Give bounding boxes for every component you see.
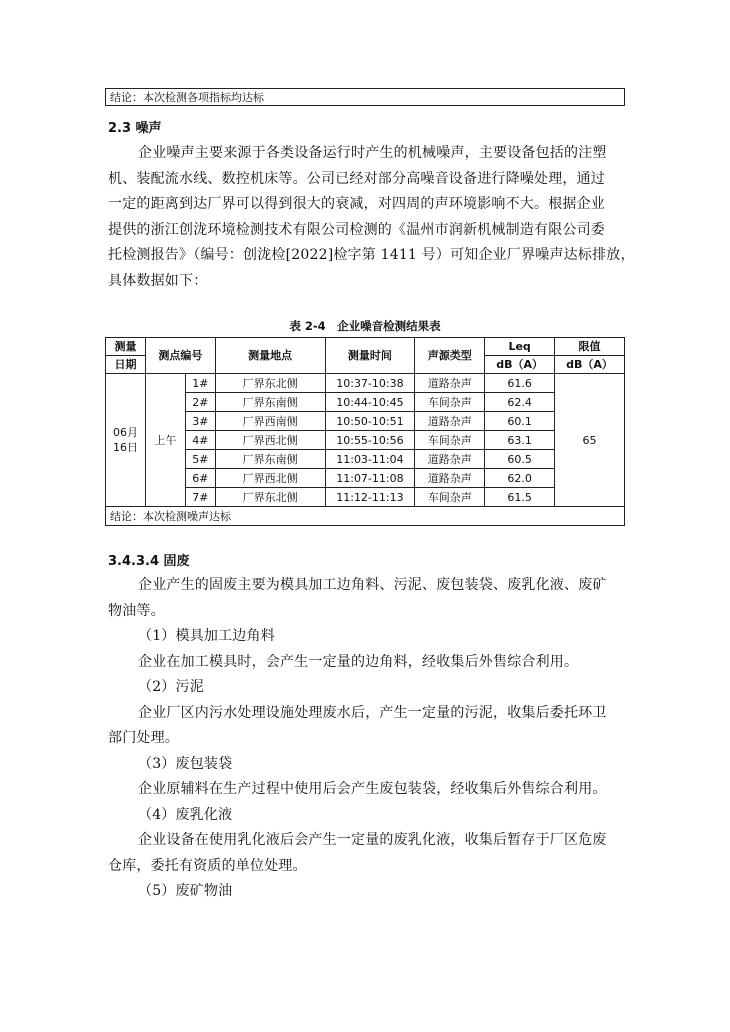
header-point-no: 测点编号 — [145, 338, 215, 374]
cell-time: 10:37-10:38 — [325, 374, 415, 393]
header-source: 声源类型 — [415, 338, 485, 374]
cell-point-no: 3# — [185, 412, 215, 431]
paragraph-line: 企业产生的固废主要为模具加工边角料、污泥、废包装袋、废乳化液、废矿 — [138, 577, 607, 593]
cell-source: 道路杂声 — [415, 469, 485, 488]
paragraph-line: 一定的距离到达厂界可以得到很大的衰减，对四周的声环境影响不大。根据企业 — [108, 196, 605, 212]
table-conclusion: 结论：本次检测噪声达标 — [106, 507, 625, 526]
cell-point-no: 5# — [185, 450, 215, 469]
noise-paragraph — [108, 141, 635, 294]
cell-point-no: 6# — [185, 469, 215, 488]
item-title: （2）污泥 — [138, 679, 204, 695]
paragraph-line: 部门处理。 — [108, 730, 179, 746]
cell-location: 厂界东南侧 — [215, 393, 325, 412]
table-row — [106, 374, 625, 393]
noise-results-table — [105, 337, 625, 526]
paragraph-line: 托检测报告》（编号：创泷检[2022]检字第 1411 号）可知企业厂界噪声达标排放， — [108, 247, 635, 263]
cell-source: 道路杂声 — [415, 374, 485, 393]
cell-time: 11:12-11:13 — [325, 488, 415, 507]
header-location: 测量地点 — [215, 338, 325, 374]
paragraph-line: 机、装配流水线、数控机床等。公司已经对部分高噪音设备进行降噪处理，通过 — [108, 170, 605, 187]
cell-location: 厂界东南侧 — [215, 450, 325, 469]
header-date: 测量 — [106, 338, 146, 356]
header-limit: 限值 — [555, 338, 625, 356]
cell-time: 10:50-10:51 — [325, 412, 415, 431]
cell-time: 11:03-11:04 — [325, 450, 415, 469]
cell-location: 厂界西南侧 — [215, 412, 325, 431]
cell-location: 厂界西北侧 — [215, 431, 325, 450]
paragraph-line: 仓库，委托有资质的单位处理。 — [108, 857, 307, 874]
cell-source: 道路杂声 — [415, 412, 485, 431]
header-leq: Leq — [485, 338, 555, 356]
cell-leq: 60.1 — [485, 412, 555, 431]
cell-location: 厂界东北侧 — [215, 488, 325, 507]
cell-source: 车间杂声 — [415, 431, 485, 450]
item-title: （1）模具加工边角料 — [138, 628, 275, 644]
cell-source: 道路杂声 — [415, 450, 485, 469]
cell-leq: 61.6 — [485, 374, 555, 393]
paragraph-line: 企业厂区内污水处理设施处理废水后，产生一定量的污泥，收集后委托环卫 — [138, 704, 607, 721]
paragraph-line: 企业在加工模具时，会产生一定量的边角料，经收集后外售综合利用。 — [138, 653, 579, 670]
cell-leq: 62.0 — [485, 469, 555, 488]
item-title: （3）废包装袋 — [138, 755, 233, 772]
table-caption: 表 2-4 企业噪音检测结果表 — [289, 319, 441, 333]
cell-point-no: 7# — [185, 488, 215, 507]
paragraph-line: 物油等。 — [108, 602, 165, 619]
cell-point-no: 4# — [185, 431, 215, 450]
cell-source: 车间杂声 — [415, 488, 485, 507]
header-time: 测量时间 — [325, 338, 415, 374]
cell-leq: 62.4 — [485, 393, 555, 412]
cell-location: 厂界西北侧 — [215, 469, 325, 488]
cell-point-no: 2# — [185, 393, 215, 412]
cell-leq: 60.5 — [485, 450, 555, 469]
cell-leq: 61.5 — [485, 488, 555, 507]
header-limit-unit: dB（A） — [555, 356, 625, 374]
header-date-line2: 日期 — [106, 356, 146, 374]
solid-waste-content — [108, 573, 626, 905]
section-heading-solid-waste: 3.4.3.4 固废 — [108, 554, 190, 569]
cell-time: 11:07-11:08 — [325, 469, 415, 488]
paragraph-line: 提供的浙江创泷环境检测技术有限公司检测的《温州市润新机械制造有限公司委 — [108, 221, 605, 238]
cell-point-no: 1# — [185, 374, 215, 393]
cell-period: 上午 — [145, 374, 185, 507]
paragraph-line: 企业原辅料在生产过程中使用后会产生废包装袋，经收集后外售综合利用。 — [138, 781, 607, 797]
cell-time: 10:44-10:45 — [325, 393, 415, 412]
item-title: （4）废乳化液 — [138, 806, 233, 823]
cell-limit: 65 — [555, 374, 625, 507]
item-title: （5）废矿物油 — [138, 883, 233, 899]
cell-leq: 63.1 — [485, 431, 555, 450]
cell-source: 车间杂声 — [415, 393, 485, 412]
header-leq-unit: dB（A） — [485, 356, 555, 374]
paragraph-line: 具体数据如下： — [108, 272, 208, 289]
section-heading-noise: 2.3 噪声 — [108, 121, 162, 136]
top-conclusion: 结论：本次检测各项指标均达标 — [105, 88, 625, 106]
paragraph-line: 企业设备在使用乳化液后会产生一定量的废乳化液，收集后暂存于厂区危废 — [138, 832, 607, 848]
paragraph-line: 企业噪声主要来源于各类设备运行时产生的机械噪声，主要设备包括的注塑 — [138, 145, 607, 161]
cell-location: 厂界东北侧 — [215, 374, 325, 393]
cell-time: 10:55-10:56 — [325, 431, 415, 450]
cell-date: 06月 16日 — [106, 374, 146, 507]
